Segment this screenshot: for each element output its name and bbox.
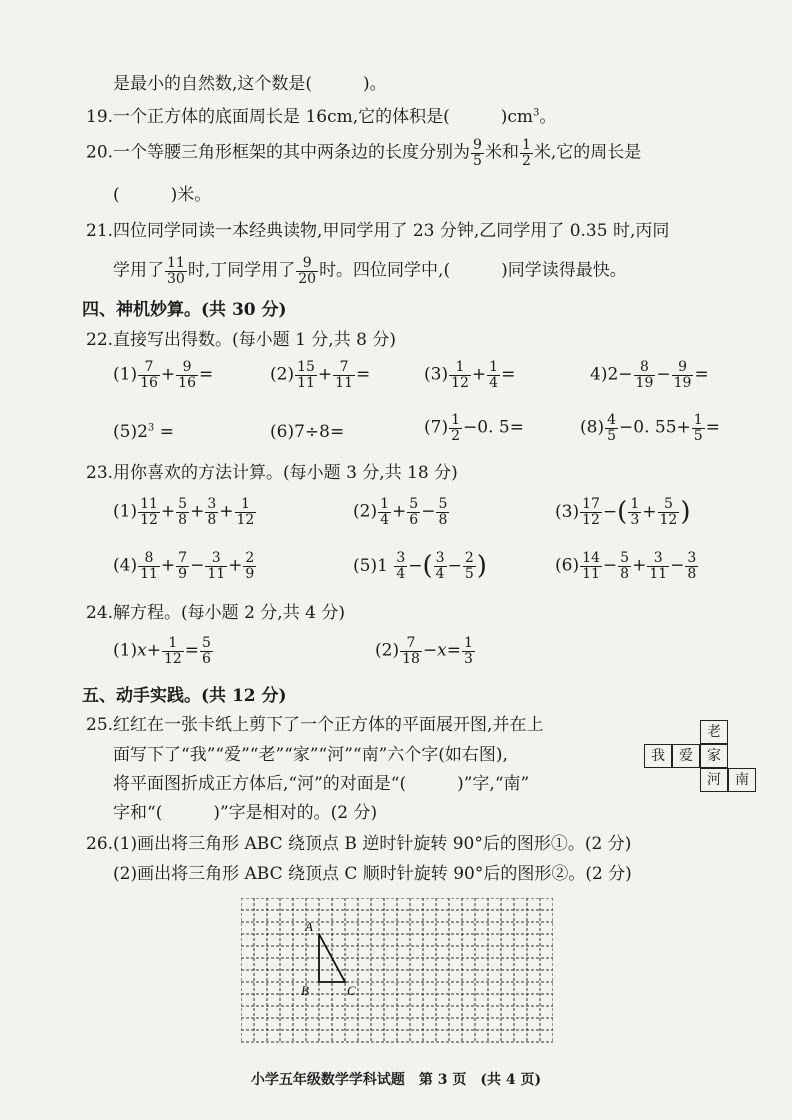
q24-item-1: (1)x+ $\frac{1}{12}$ = $\frac{5}{6}$ [113, 635, 211, 667]
q18-continuation: 是最小的自然数,这个数是( )。 [113, 74, 387, 94]
net-cell: 爱 [672, 744, 700, 768]
q23-item-5: (5)1 $\frac{3}{4}$ −( $\frac{3}{4}$ − $\frac{2}{5}$ ) [353, 550, 487, 583]
net-cell: 老 [700, 720, 728, 744]
label-b: B [301, 983, 309, 998]
question-22: 22.直接写出得数。(每小题 1 分,共 8 分) [86, 330, 396, 350]
fraction: $\frac{9}{5}$ [473, 137, 482, 169]
label-a: A [305, 919, 313, 934]
q24-item-2: (2) $\frac{7}{18}$ −x= $\frac{1}{3}$ [375, 635, 473, 667]
net-cell: 河 [700, 768, 728, 792]
question-20-line2: ( )米。 [113, 185, 212, 205]
question-25-line4: 字和“( )”字是相对的。(2 分) [113, 803, 378, 823]
q22-item-2: (2) $\frac{15}{11}$ + $\frac{7}{11}$ = [270, 359, 371, 391]
question-26-line2: (2)画出将三角形 ABC 绕顶点 C 顺时针旋转 90°后的图形②。(2 分) [113, 864, 632, 884]
question-23: 23.用你喜欢的方法计算。(每小题 3 分,共 18 分) [86, 463, 458, 483]
q23-item-6: (6) $\frac{14}{11}$ − $\frac{5}{8}$ + $\frac{3}{11}$ − $\frac{3}{8}$ [555, 550, 697, 582]
q22-item-8: (8) $\frac{4}{5}$ −0. 55+ $\frac{1}{5}$ = [580, 412, 720, 444]
fraction: $\frac{1}{2}$ [521, 137, 531, 169]
q22-item-6: (6)7÷8= [270, 422, 345, 442]
label-c: C [347, 983, 356, 998]
question-25-line2: 面写下了“我”“爱”“老”“家”“河”“南”六个字(如右图), [113, 745, 508, 765]
fraction: $\frac{11}{30}$ [167, 255, 185, 287]
question-24: 24.解方程。(每小题 2 分,共 4 分) [86, 603, 345, 623]
question-20: 20.一个等腰三角形框架的其中两条边的长度分别为 $\frac{9}{5}$ 米和 $\frac{1}{2}$ 米,它的周长是 [86, 137, 642, 169]
q22-item-5: $(5)2^3$ = [113, 422, 174, 442]
section-4-heading: 四、神机妙算。(共 30 分) [82, 300, 287, 320]
question-25: 25.红红在一张卡纸上剪下了一个正方体的平面展开图,并在上 [86, 715, 544, 735]
question-21: 21.四位同学同读一本经典读物,甲同学用了 23 分钟,乙同学用了 0.35 时,丙同 [86, 221, 670, 241]
net-cell: 南 [728, 768, 756, 792]
net-cell: 家 [700, 744, 728, 768]
net-cell: 我 [644, 744, 672, 768]
q22-item-7: (7) $\frac{1}{2}$ −0. 5= [424, 412, 524, 444]
q22-item-1: (1) $\frac{7}{16}$ + $\frac{9}{16}$ = [113, 359, 214, 391]
q23-item-1: (1) $\frac{11}{12}$ + $\frac{5}{8}$ + $\frac{3}{8}$ + $\frac{1}{12}$ [113, 496, 255, 528]
grid-diagram [241, 898, 553, 1044]
q23-item-4: (4) $\frac{8}{11}$ + $\frac{7}{9}$ − $\frac{3}{11}$ + $\frac{2}{9}$ [113, 550, 255, 582]
question-25-line3: 将平面图折成正方体后,“河”的对面是“( )”字,“南” [113, 774, 530, 794]
question-21-line2: 学用了 $\frac{11}{30}$ 时,丁同学用了 $\frac{9}{20}$ 时。四位同学中,( )同学读得最快。 [113, 255, 627, 287]
question-26: 26.(1)画出将三角形 ABC 绕顶点 B 逆时针旋转 90°后的图形①。(2 分) [86, 834, 632, 854]
page-footer: 小学五年级数学学科试题 第 3 页 (共 4 页) [250, 1072, 542, 1088]
q22-item-4: 4)2− $\frac{8}{19}$ − $\frac{9}{19}$ = [590, 359, 709, 391]
fraction: $\frac{9}{20}$ [298, 255, 317, 287]
q22-item-3: (3) $\frac{1}{12}$ + $\frac{1}{4}$ = [424, 359, 516, 391]
question-19: 19.一个正方体的底面周长是 16cm,它的体积是( )$cm^3$。 [86, 107, 557, 127]
q23-item-2: (2) $\frac{1}{4}$ + $\frac{5}{6}$ − $\frac{5}{8}$ [353, 496, 448, 528]
q23-item-3: (3) $\frac{17}{12}$ −( $\frac{1}{3}$ + $\frac{5}{12}$ ) [555, 496, 691, 529]
section-5-heading: 五、动手实践。(共 12 分) [82, 686, 287, 706]
